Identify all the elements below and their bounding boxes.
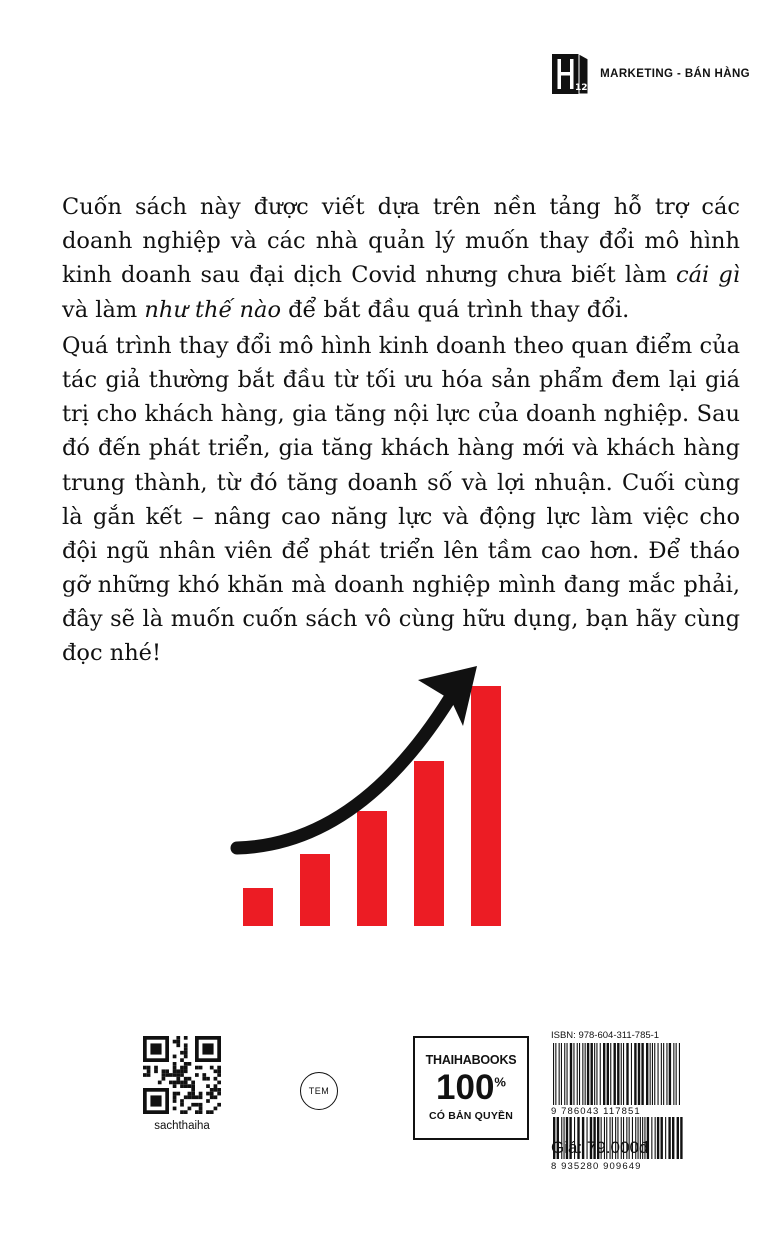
back-cover-blurb bbox=[62, 190, 740, 671]
tem-seal-icon bbox=[300, 1072, 338, 1110]
chart-bar bbox=[300, 854, 330, 926]
growth-chart-illustration bbox=[215, 660, 575, 950]
barcode-number-bottom: 8 935280 909649 bbox=[551, 1161, 642, 1172]
qr-label: sachthaiha bbox=[154, 1120, 210, 1132]
chart-bar bbox=[414, 761, 444, 926]
blurb-p1-seg1: Cuốn sách này được viết dựa trên nền tảng hỗ trợ các doanh nghiệp và các nhà quản lý muốn thay đổi mô hình kinh doanh sau đại dịch Covid nhưng chưa biết làm bbox=[62, 194, 740, 289]
blurb-p1-seg2: và làm bbox=[62, 296, 145, 323]
copyright-badge-number-value: 100 bbox=[436, 1067, 495, 1107]
blurb-p1-emphasis-2: như thế nào bbox=[144, 296, 281, 323]
copyright-badge-number bbox=[436, 1067, 506, 1107]
price-label: Giá: 79.000đ bbox=[551, 1138, 649, 1157]
copyright-badge-text: CÓ BẢN QUYỀN bbox=[428, 1109, 514, 1122]
copyright-badge-brand: THAIHABOOKS bbox=[425, 1053, 517, 1068]
tem-seal-label: TEM bbox=[308, 1086, 330, 1096]
chart-bar bbox=[357, 811, 387, 926]
thaihabooks-logo-icon bbox=[549, 52, 591, 98]
svg-text:12: 12 bbox=[575, 83, 588, 93]
blurb-paragraph-2: Quá trình thay đổi mô hình kinh doanh theo quan điểm của tác giả thường bắt đầu từ tối ưu hóa sản phẩm đem lại giá trị cho khách hàng, gia tăng nội lực của doanh nghiệp. Sau đó đến phát triển, gia tăng khách hàng mới và khách hàng trung thành, từ đó tăng doanh số và lợi nhuận. Cuối cùng là gắn kết – nâng cao năng lực và động lực làm việc cho đội ngũ nhân viên để phát triển lên tầm cao hơn. Để tháo gỡ những khó khăn mà doanh nghiệp mình đang mắc phải, đây sẽ là muốn cuốn sách vô cùng hữu dụng, bạn hãy cùng đọc nhé! bbox=[62, 332, 740, 667]
copyright-badge bbox=[413, 1036, 529, 1140]
qr-block bbox=[140, 1036, 224, 1132]
blurb-p1-emphasis-1: cái gì bbox=[676, 262, 740, 289]
imprint-category-label: MARKETING - BÁN HÀNG bbox=[600, 68, 750, 80]
blurb-p1-seg3: để bắt đầu quá trình thay đổi. bbox=[281, 296, 630, 323]
blurb-paragraph-1 bbox=[62, 190, 740, 327]
qr-code-icon[interactable] bbox=[143, 1036, 221, 1114]
barcode-icon bbox=[551, 1043, 683, 1105]
barcode-number-top: 9 786043 117851 bbox=[551, 1106, 641, 1117]
chart-bar bbox=[243, 888, 273, 926]
chart-bar bbox=[471, 686, 501, 926]
isbn-label: ISBN: 978-604-311-785-1 bbox=[551, 1030, 660, 1041]
imprint-header bbox=[549, 52, 750, 98]
back-cover-footer bbox=[0, 1010, 782, 1190]
copyright-badge-percent: % bbox=[494, 1074, 506, 1090]
